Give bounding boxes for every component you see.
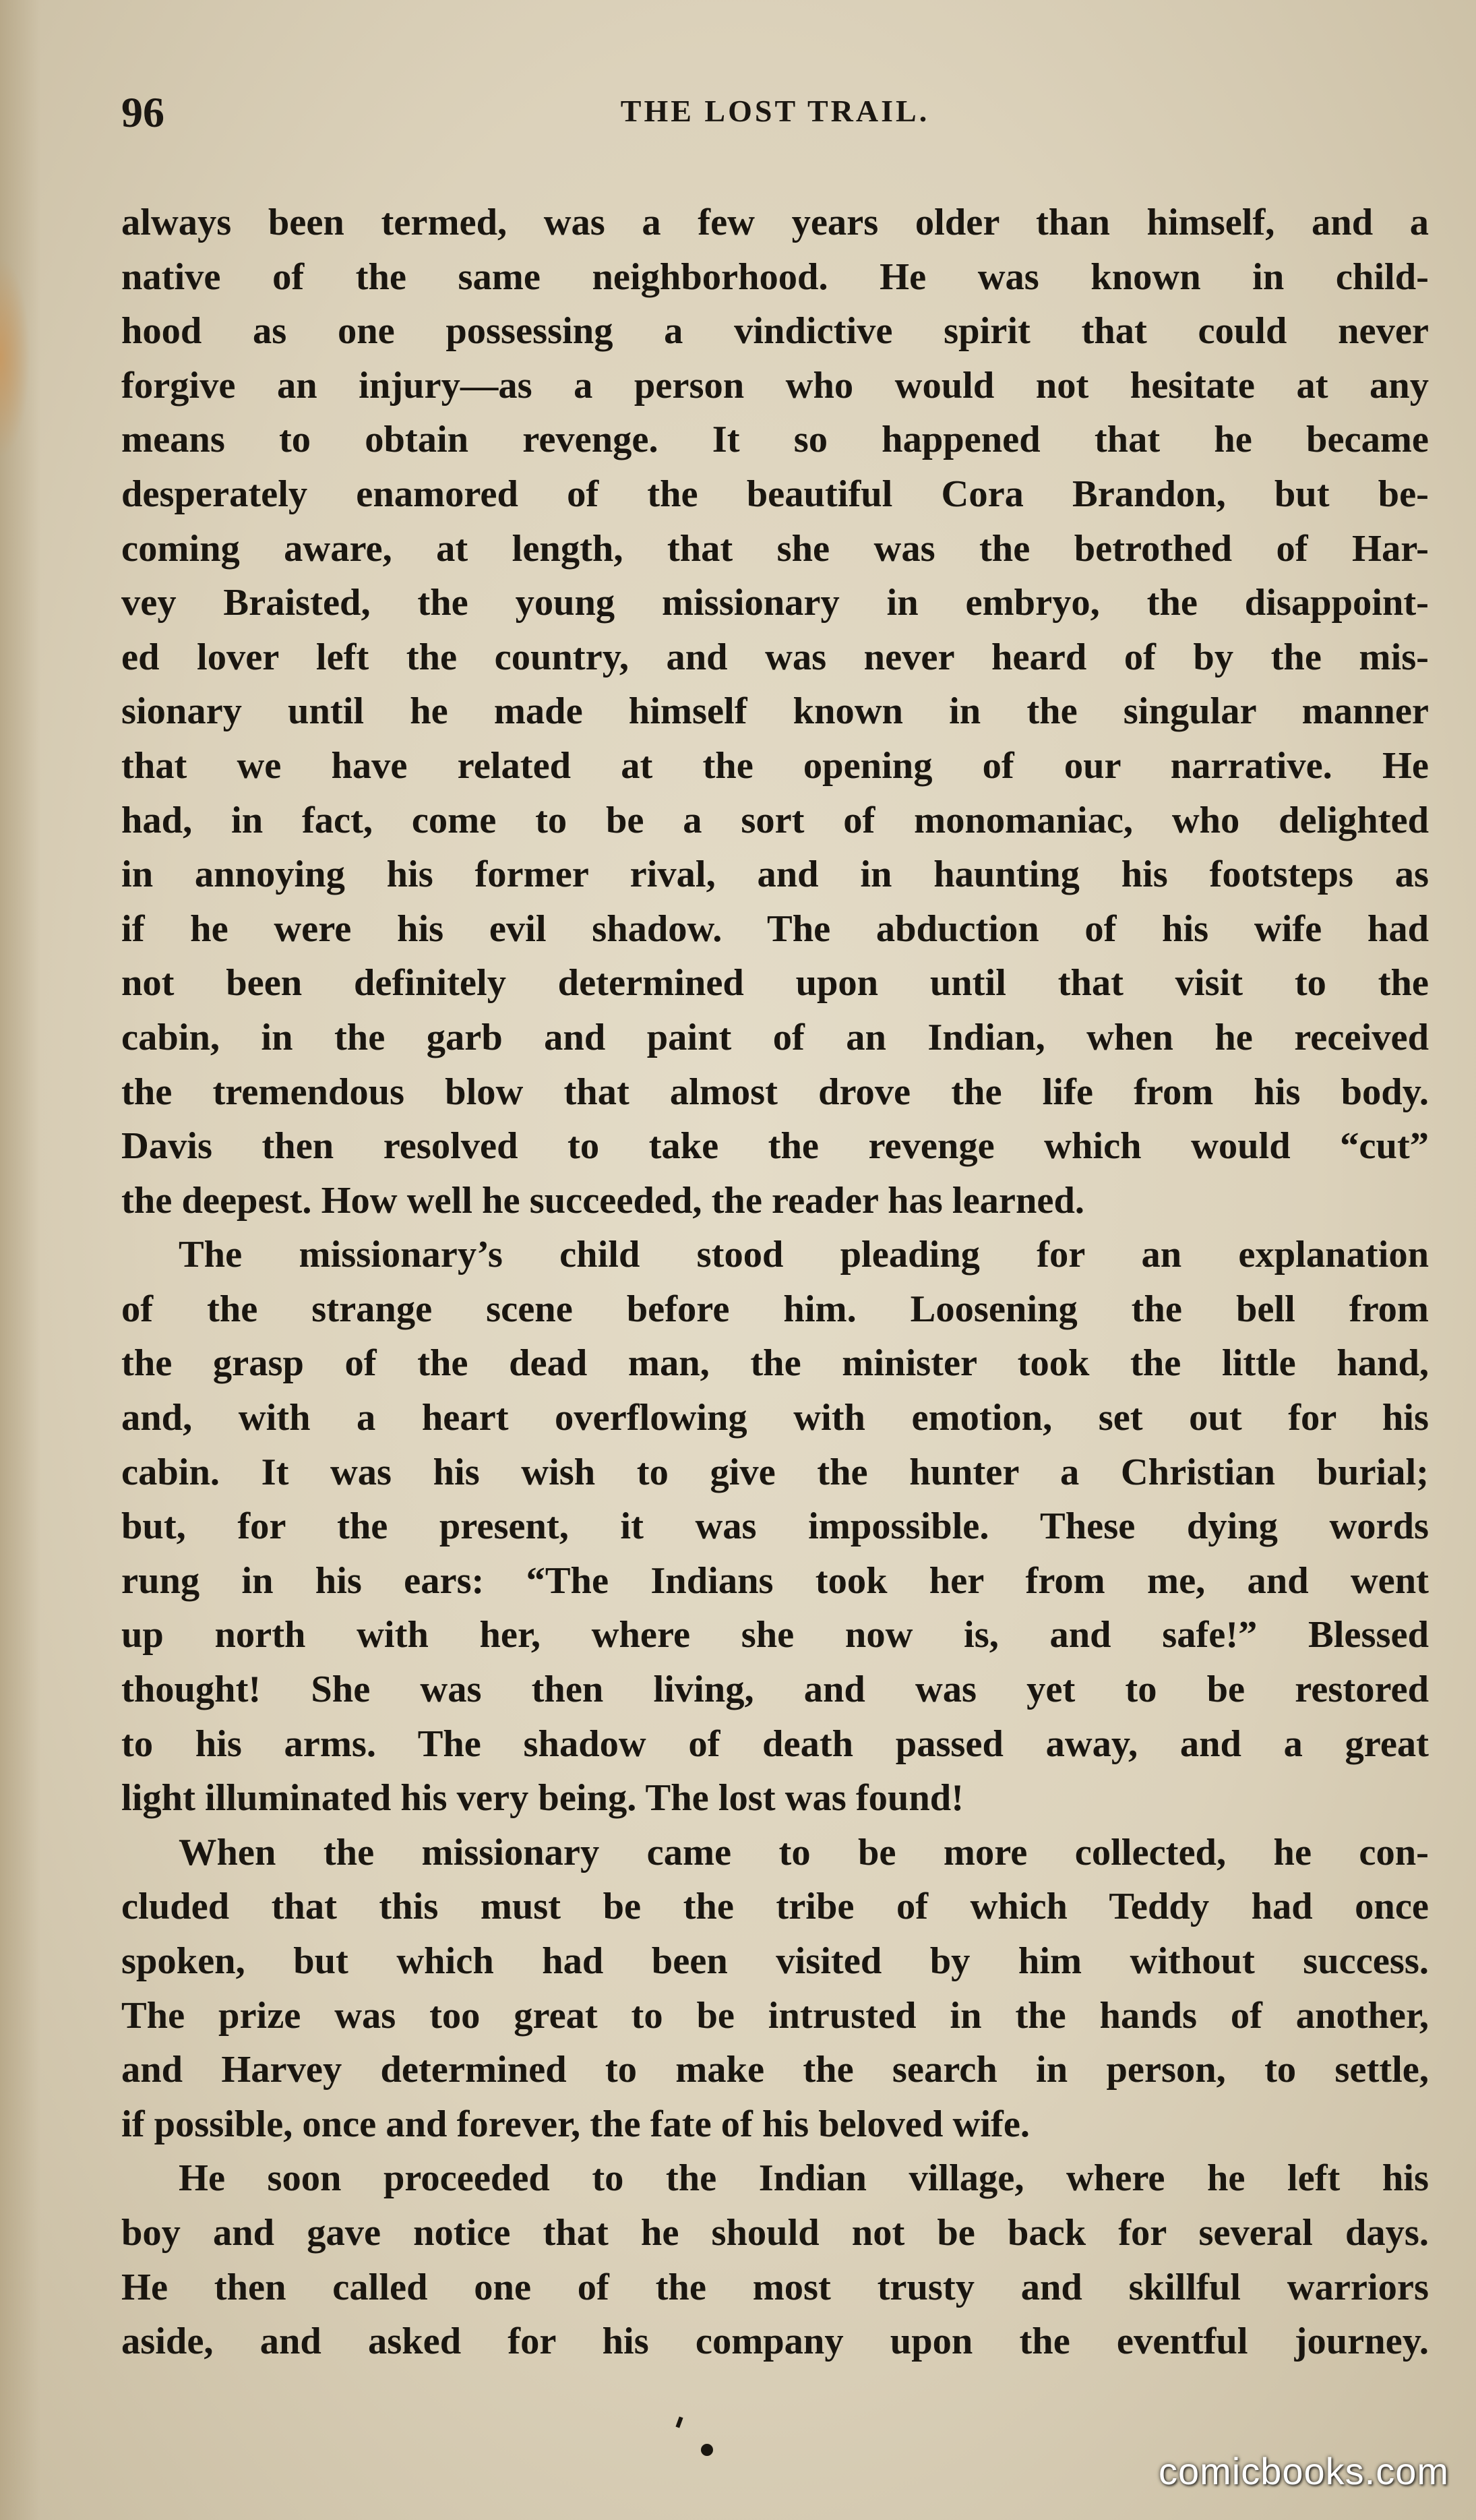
text-line: of the strange scene before him. Loosening the bell from <box>121 1288 1429 1330</box>
text-line: to his arms. The shadow of death passed away, and a great <box>121 1722 1429 1765</box>
text-line: if possible, once and forever, the fate of his beloved wife. <box>121 2103 1031 2145</box>
text-line: cluded that this must be the tribe of which Teddy had once <box>121 1886 1429 1928</box>
text-line: cabin, in the garb and paint of an Indian, when he received <box>121 1016 1429 1058</box>
text-line: not been definitely determined upon until that visit to the <box>121 962 1429 1004</box>
text-line: sionary until he made himself known in the singular manner <box>121 690 1429 733</box>
text-line: in annoying his former rival, and in haunting his footsteps as <box>121 853 1429 896</box>
text-line: that we have related at the opening of our narrative. He <box>121 744 1429 787</box>
text-line: means to obtain revenge. It so happened that he became <box>121 419 1429 461</box>
text-line: hood as one possessing a vindictive spirit that could never <box>121 310 1429 353</box>
text-line: The missionary’s child stood pleading for an explanation <box>179 1234 1429 1276</box>
text-line: vey Braisted, the young missionary in embryo, the disappoint- <box>121 582 1429 624</box>
ink-dot <box>701 2444 713 2456</box>
text-line: coming aware, at length, that she was the betrothed of Har- <box>121 527 1429 570</box>
text-line: ed lover left the country, and was never heard of by the mis- <box>121 636 1429 678</box>
text-line: the deepest. How well he succeeded, the reader has learned. <box>121 1179 1085 1222</box>
text-line: but, for the present, it was impossible. These dying words <box>121 1505 1429 1548</box>
text-line: Davis then resolved to take the revenge which would “cut” <box>121 1125 1429 1168</box>
text-line: and Harvey determined to make the search in person, to settle, <box>121 2049 1429 2091</box>
text-line: He then called one of the most trusty and skillful warriors <box>121 2266 1429 2308</box>
text-line: thought! She was then living, and was yet to be restored <box>121 1669 1429 1711</box>
text-line: if he were his evil shadow. The abduction of his wife had <box>121 907 1429 950</box>
page-header <box>121 81 1429 142</box>
text-line: spoken, but which had been visited by him without success. <box>121 1940 1429 1982</box>
text-line: cabin. It was his wish to give the hunter a Christian burial; <box>121 1451 1429 1493</box>
page-stain <box>0 256 30 458</box>
text-line: up north with her, where she now is, and safe!” Blessed <box>121 1614 1429 1656</box>
text-line: the tremendous blow that almost drove the life from his body. <box>121 1071 1429 1113</box>
text-line: always been termed, was a few years older than himself, and a <box>121 202 1429 243</box>
page-number: 96 <box>121 88 164 136</box>
text-line: rung in his ears: “The Indians took her from me, and went <box>121 1559 1429 1602</box>
ink-speck <box>675 2416 683 2428</box>
text-line: When the missionary came to be more collected, he con- <box>179 1831 1429 1873</box>
text-line: native of the same neighborhood. He was known in child- <box>121 256 1429 298</box>
text-line: forgive an injury—as a person who would not hesitate at any <box>121 364 1429 407</box>
text-line: light illuminated his very being. The lost was found! <box>121 1777 964 1820</box>
text-line: The prize was too great to be intrusted in the hands of another, <box>121 1994 1429 2037</box>
body-text <box>121 196 1429 2369</box>
text-line: the grasp of the dead man, the minister took the little hand, <box>121 1342 1429 1385</box>
text-line: boy and gave notice that he should not be back for several days. <box>121 2211 1429 2254</box>
running-head: THE LOST TRAIL. <box>620 94 930 128</box>
text-line: and, with a heart overflowing with emotion, set out for his <box>121 1397 1429 1439</box>
text-line: desperately enamored of the beautiful Cora Brandon, but be- <box>121 473 1429 515</box>
text-line: had, in fact, come to be a sort of monomaniac, who delighted <box>121 799 1429 841</box>
text-line: He soon proceeded to the Indian village, where he left his <box>179 2157 1429 2200</box>
watermark: comicbooks.com <box>1158 2450 1449 2492</box>
text-line: aside, and asked for his company upon the eventful journey. <box>121 2320 1429 2363</box>
